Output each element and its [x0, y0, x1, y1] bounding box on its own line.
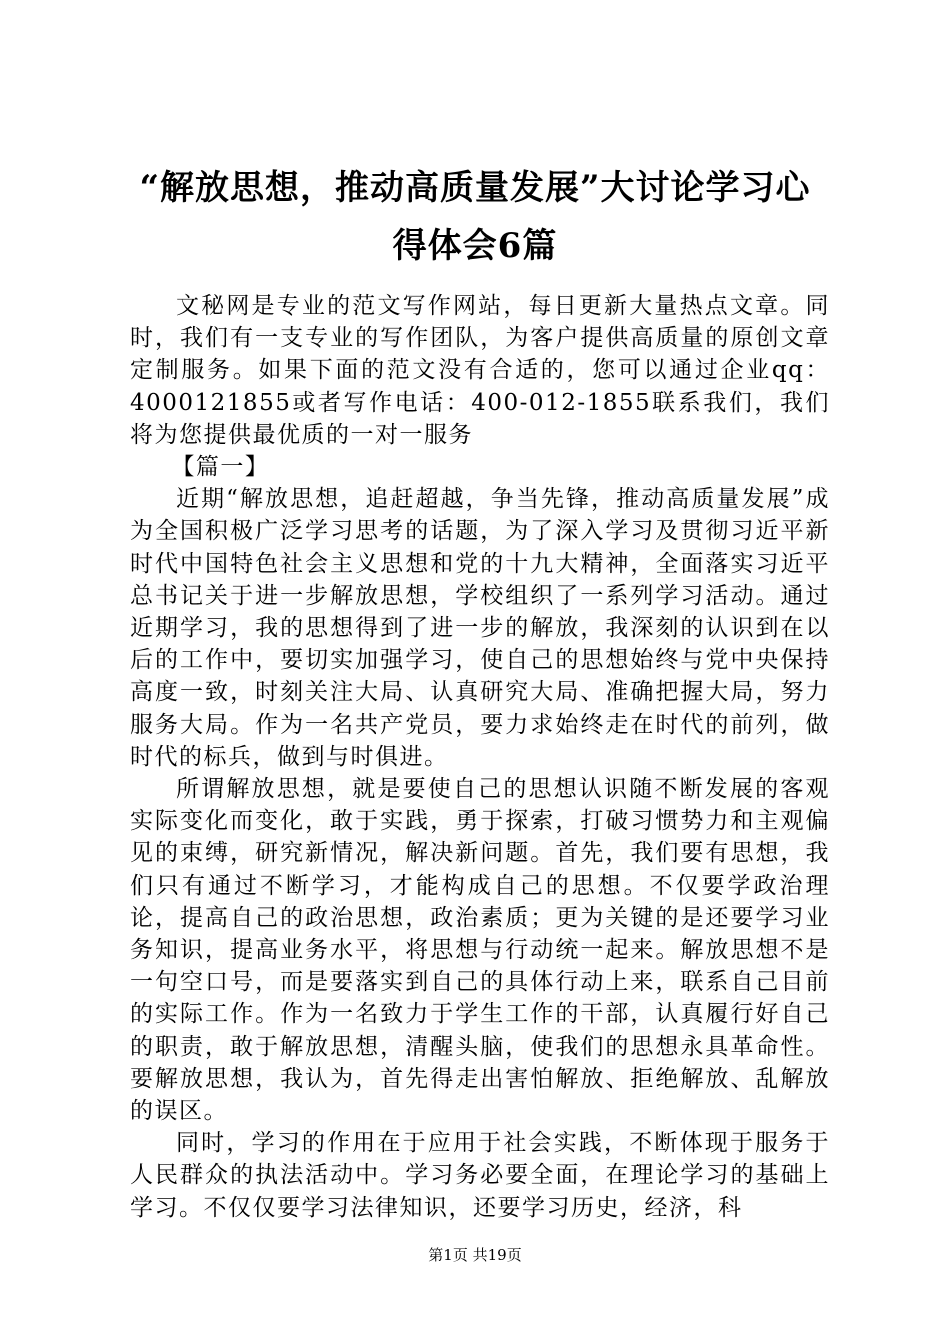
body-paragraph: 所谓解放思想，就是要使自己的思想认识随不断发展的客观实际变化而变化，敢于实践，勇于探索，打破习惯势力和主观偏见的束缚，研究新情况，解决新问题。首先，我们要有思想，我们只有通过不断学习，才能构成自己的思想。不仅要学政治理论，提高自己的政治思想，政治素质；更为关键的是还要学习业务知识，提高业务水平，将思想与行动统一起来。解放思想不是一句空口号，而是要落实到自己的具体行动上来，联系自己目前的实际工作。作为一名致力于学生工作的干部，认真履行好自己的职责，敢于解放思想，清醒头脑，使我们的思想永具革命性。要解放思想，我认为，首先得走出害怕解放、拒绝解放、乱解放的误区。	[130, 776, 830, 1125]
body-paragraph: 同时，学习的作用在于应用于社会实践，不断体现于服务于人民群众的执法活动中。学习务必要全面，在理论学习的基础上学习。不仅仅要学习法律知识，还要学习历史，经济，科	[130, 1130, 830, 1221]
intro-paragraph: 文秘网是专业的范文写作网站，每日更新大量热点文章。同时，我们有一支专业的写作团队，为客户提供高质量的原创文章定制服务。如果下面的范文没有合适的，您可以通过企业qq：4000121855或者写作电话：400-012-1855联系我们，我们将为您提供最优质的一对一服务	[130, 293, 830, 448]
document-title-line-1: “解放思想，推动高质量发展”大讨论学习心	[139, 168, 811, 208]
page-number-footer: 第1页 共19页	[428, 1246, 522, 1264]
document-body	[130, 290, 830, 1224]
document-title-line-2: 得体会6篇	[392, 226, 558, 266]
body-paragraph: 近期“解放思想，追赶超越，争当先锋，推动高质量发展”成为全国积极广泛学习思考的话题，为了深入学习及贯彻习近平新时代中国特色社会主义思想和党的十九大精神，全面落实习近平总书记关于进一步解放思想，学校组织了一系列学习活动。通过近期学习，我的思想得到了进一步的解放，我深刻的认识到在以后的工作中，要切实加强学习，使自己的思想始终与党中央保持高度一致，时刻关注大局、认真研究大局、准确把握大局，努力服务大局。作为一名共产党员，要力求始终走在时代的前列，做时代的标兵，做到与时俱进。	[130, 486, 830, 770]
section-heading: 【篇一】	[171, 454, 270, 481]
